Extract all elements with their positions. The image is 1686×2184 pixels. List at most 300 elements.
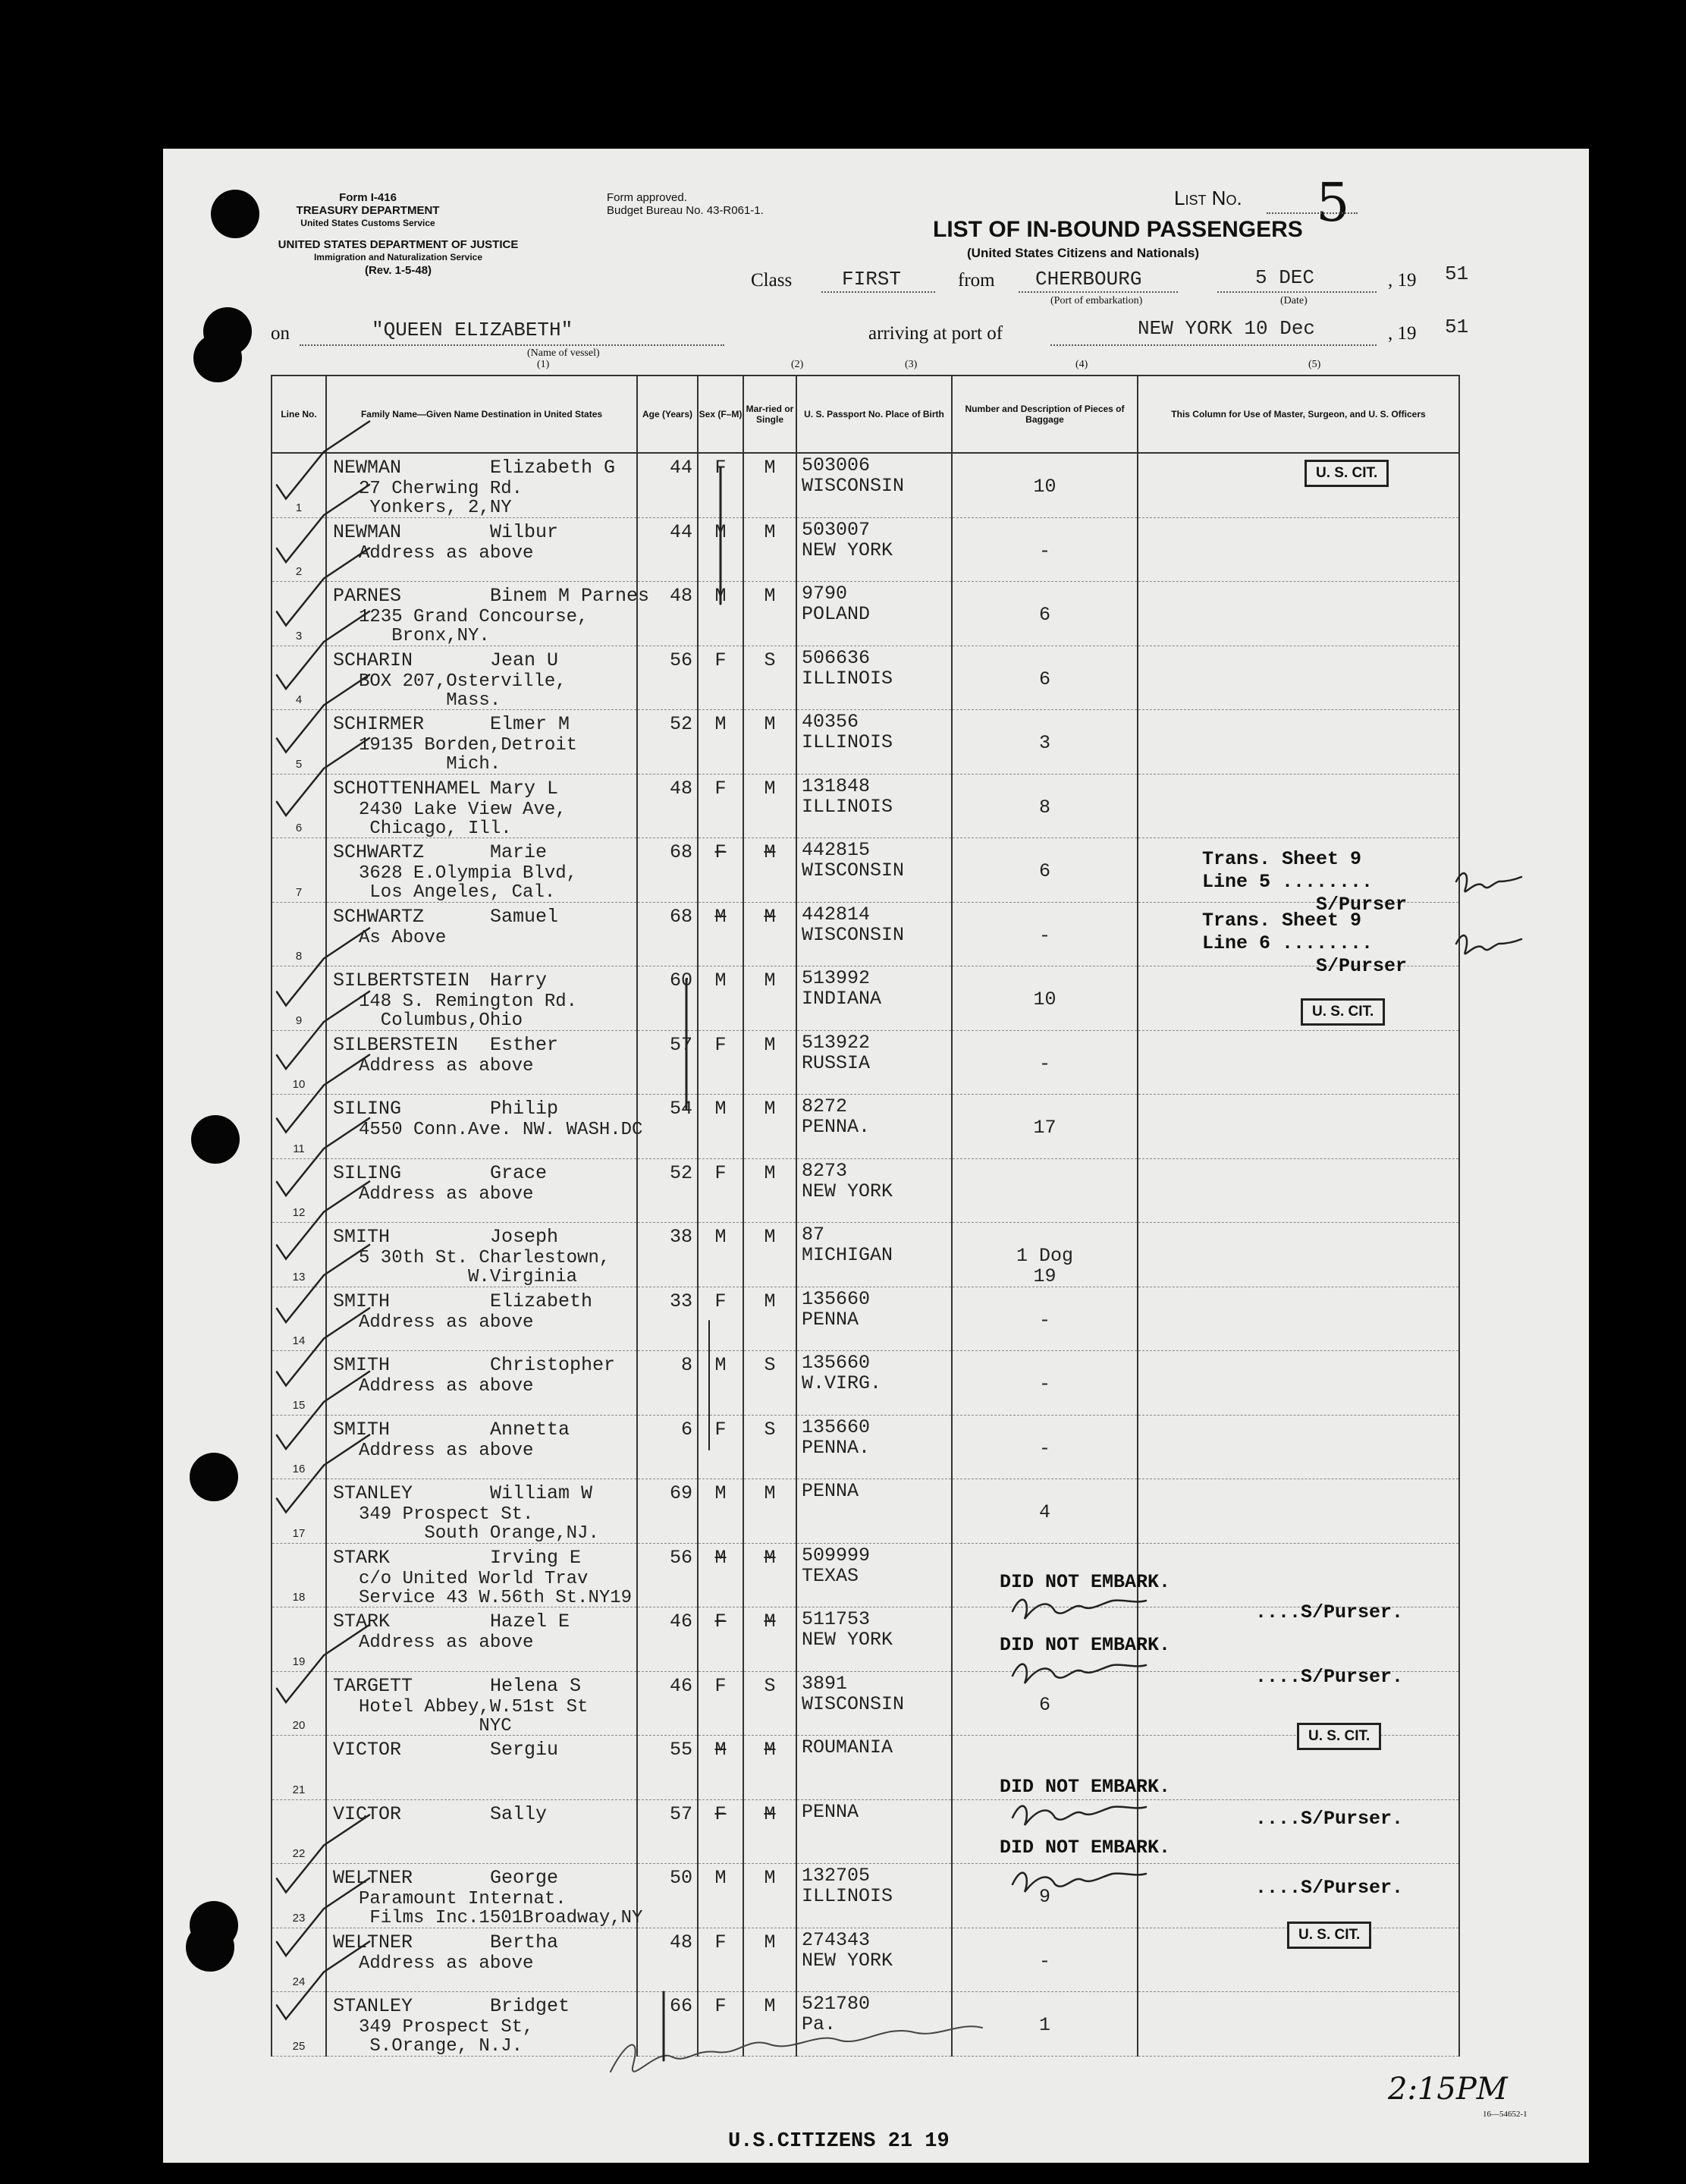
passport-number: 513922	[802, 1031, 871, 1054]
destination-address: c/o United World Trav Service 43 W.56th St.NY19	[359, 1568, 633, 1608]
line-number-cell	[272, 1223, 326, 1287]
passport-birth	[802, 904, 904, 945]
baggage-cell	[952, 1351, 1138, 1416]
form-approval	[607, 191, 774, 217]
given-name: Christopher	[490, 1354, 616, 1376]
table-row	[272, 774, 1459, 838]
table-row	[272, 1095, 1459, 1159]
line-number: 22	[292, 1847, 306, 1860]
line-number-cell	[272, 646, 326, 710]
line-number: 21	[292, 1783, 306, 1796]
baggage-cell	[952, 1479, 1138, 1544]
baggage-cell	[952, 517, 1138, 582]
officer-cell	[1138, 1415, 1459, 1479]
sex-cell	[698, 1223, 743, 1287]
table-row	[272, 1543, 1459, 1607]
line-number-cell	[272, 1671, 326, 1736]
table-row	[272, 1928, 1459, 1992]
age-cell	[637, 1479, 698, 1544]
binder-hole-1	[211, 190, 259, 238]
line-number-cell	[272, 774, 326, 838]
passport-cell	[796, 966, 952, 1031]
sex-cell	[698, 838, 743, 903]
family-name: SILING	[333, 1098, 402, 1120]
sex: M	[714, 585, 727, 607]
name-cell	[326, 1287, 637, 1351]
line-number-cell	[272, 1479, 326, 1544]
did-not-embark-19: DID NOT EMBARK.	[1000, 1634, 1171, 1656]
age-cell	[637, 582, 698, 646]
place-of-birth: ROUMANIA	[802, 1736, 893, 1758]
sex-cell	[698, 1864, 743, 1928]
line-number-cell	[272, 1799, 326, 1864]
year-prefix-1: , 19	[1388, 270, 1417, 291]
line-number-cell	[272, 1736, 326, 1800]
from-line	[1019, 291, 1178, 293]
family-name: TARGETT	[333, 1674, 413, 1697]
col-num-5: (5)	[1308, 359, 1321, 370]
place-of-birth: Pa.	[802, 2013, 837, 2035]
baggage-count: -	[1038, 1052, 1050, 1075]
baggage-count: 9	[1038, 1886, 1050, 1908]
age-cell	[637, 1351, 698, 1416]
line-number-cell	[272, 1287, 326, 1351]
form-heading	[277, 191, 459, 230]
col-header-married: Mar-ried or Single	[743, 376, 796, 453]
name-cell	[326, 1799, 637, 1864]
name-cell	[326, 1543, 637, 1607]
sex: M	[714, 969, 727, 991]
married-cell	[743, 1607, 796, 1672]
sex-cell	[698, 966, 743, 1031]
sex: M	[714, 1867, 727, 1889]
age: 57	[669, 1033, 692, 1056]
treasury-department: TREASURY DEPARTMENT	[296, 204, 440, 217]
sex-cell	[698, 1479, 743, 1544]
married-cell	[743, 582, 796, 646]
passport-birth	[802, 1609, 893, 1650]
destination-address: 19135 Borden,Detroit Mich.	[359, 735, 578, 775]
from-label: from	[958, 270, 995, 291]
sex-cell	[698, 774, 743, 838]
did-not-embark-21: DID NOT EMBARK.	[1000, 1776, 1171, 1798]
col-num-1: (1)	[537, 359, 550, 370]
vessel-line	[300, 344, 724, 346]
place-of-birth: INDIANA	[802, 988, 882, 1010]
date-caption: (Date)	[1280, 295, 1308, 306]
line-number-cell	[272, 1607, 326, 1672]
destination-address: Address as above	[359, 542, 534, 564]
passport-birth	[802, 1096, 870, 1137]
sex-cell	[698, 517, 743, 582]
passport-number: 131848	[802, 775, 871, 797]
given-name: Binem M Parnes	[490, 585, 650, 607]
sex: M	[714, 713, 727, 735]
line-number: 3	[295, 629, 303, 643]
sex-cell	[698, 646, 743, 710]
table-row	[272, 710, 1459, 775]
passport-number: 8273	[802, 1159, 848, 1182]
binder-hole-7	[186, 1923, 234, 1972]
passport-number: 521780	[802, 1993, 871, 2015]
family-name: SCHOTTENHAMEL	[333, 777, 482, 800]
line-number-cell	[272, 710, 326, 775]
sex: F	[714, 1995, 727, 2017]
name-cell	[326, 1479, 637, 1544]
age: 33	[669, 1290, 692, 1312]
place-of-birth: MICHIGAN	[802, 1244, 893, 1266]
baggage-cell	[952, 582, 1138, 646]
line-number: 18	[292, 1591, 306, 1604]
place-of-birth: PENNA	[802, 1800, 859, 1823]
sex: F	[714, 841, 727, 863]
name-cell	[326, 1030, 637, 1095]
baggage-cell	[952, 1864, 1138, 1928]
line-number-cell	[272, 1415, 326, 1479]
passport-number: 442815	[802, 839, 871, 861]
passport-birth	[802, 968, 881, 1009]
family-name: VICTOR	[333, 1802, 402, 1825]
officer-cell	[1138, 1095, 1459, 1159]
age-cell	[637, 966, 698, 1031]
married-cell	[743, 517, 796, 582]
sex-cell	[698, 1030, 743, 1095]
immigration-service: Immigration and Naturalization Service	[313, 252, 483, 262]
customs-service: United States Customs Service	[300, 218, 435, 228]
purser-18: ....S/Purser.	[1255, 1601, 1404, 1623]
binder-hole-5	[190, 1453, 238, 1501]
baggage-cell	[952, 1671, 1138, 1736]
place-of-birth: TEXAS	[802, 1564, 859, 1587]
destination-address: Address as above	[359, 1376, 534, 1397]
passport-cell	[796, 902, 952, 966]
given-name: Esther	[490, 1033, 559, 1056]
baggage-cell	[952, 902, 1138, 966]
sex: M	[714, 1226, 727, 1248]
place-of-birth: PENNA.	[802, 1436, 871, 1459]
passport-birth	[802, 1289, 870, 1330]
sex: F	[714, 1674, 727, 1697]
passport-birth	[802, 1802, 859, 1822]
line-number: 8	[295, 950, 303, 963]
passport-cell	[796, 1928, 952, 1992]
married-cell	[743, 902, 796, 966]
sex-cell	[698, 710, 743, 775]
baggage-cell	[952, 966, 1138, 1031]
passport-cell	[796, 517, 952, 582]
line-number-cell	[272, 838, 326, 903]
baggage-count: 1 Dog 19	[1016, 1245, 1073, 1287]
given-name: Annetta	[490, 1418, 570, 1441]
place-of-birth: W.VIRG.	[802, 1372, 882, 1394]
passport-birth	[802, 1930, 893, 1971]
baggage-cell	[952, 646, 1138, 710]
passport-number: 87	[802, 1224, 825, 1246]
age: 68	[669, 905, 692, 928]
name-cell	[326, 1607, 637, 1672]
baggage-count: -	[1038, 539, 1050, 562]
transfer-note-line-5: Trans. Sheet 9 Line 5 ........ S/Purser	[1202, 848, 1408, 916]
name-cell	[326, 646, 637, 710]
name-cell	[326, 582, 650, 646]
baggage-count: -	[1038, 1437, 1050, 1460]
age: 55	[669, 1739, 692, 1761]
marital-status: M	[764, 1931, 776, 1953]
marital-status: M	[764, 1290, 776, 1312]
marital-status: M	[764, 1867, 776, 1889]
given-name: Bertha	[490, 1931, 559, 1953]
line-number-cell	[272, 517, 326, 582]
marital-status: M	[764, 1482, 776, 1504]
sex-cell	[698, 1287, 743, 1351]
family-name: SILBERTSTEIN	[333, 969, 470, 991]
age-cell	[637, 1671, 698, 1736]
us-cit-stamp-4: U. S. CIT.	[1287, 1922, 1371, 1949]
place-of-birth: NEW YORK	[802, 1629, 893, 1651]
marital-status: S	[764, 1674, 776, 1697]
family-name: NEWMAN	[333, 457, 402, 479]
place-of-birth: ILLINOIS	[802, 667, 893, 690]
family-name: SILING	[333, 1161, 402, 1184]
marital-status: S	[764, 1418, 776, 1441]
passport-birth	[802, 1545, 870, 1586]
line-number-cell	[272, 582, 326, 646]
form-approved: Form approved.	[607, 191, 687, 204]
passport-cell	[796, 1158, 952, 1223]
signature-trans-2	[1456, 935, 1521, 954]
place-of-birth: ILLINOIS	[802, 1885, 893, 1907]
destination-address: Address as above	[359, 1440, 534, 1461]
married-cell	[743, 838, 796, 903]
place-of-birth: ILLINOIS	[802, 795, 893, 818]
form-subtitle: (United States Citizens and Nationals)	[967, 246, 1200, 260]
destination-address: 3628 E.Olympia Blvd, Los Angeles, Cal.	[359, 863, 578, 903]
line-number: 1	[295, 501, 303, 514]
family-name: VICTOR	[333, 1739, 402, 1761]
line-number: 17	[292, 1526, 306, 1540]
place-of-birth: PENNA	[802, 1480, 859, 1502]
list-number: 5	[1316, 171, 1350, 234]
destination-address: BOX 207,Osterville, Mass.	[359, 671, 567, 711]
passport-cell	[796, 582, 952, 646]
age-cell	[637, 1415, 698, 1479]
age: 57	[669, 1802, 692, 1825]
baggage-count: -	[1038, 924, 1050, 947]
age: 69	[669, 1482, 692, 1504]
baggage-count: 6	[1038, 1693, 1050, 1716]
place-of-birth: NEW YORK	[802, 539, 893, 561]
place-of-birth: POLAND	[802, 603, 871, 625]
sex-cell	[698, 453, 743, 517]
baggage-cell	[952, 1095, 1138, 1159]
sex-cell	[698, 1736, 743, 1800]
sex-cell	[698, 1799, 743, 1864]
port-caption: (Port of embarkation)	[1050, 295, 1143, 306]
given-name: Elmer M	[490, 713, 570, 735]
given-name: Grace	[490, 1161, 548, 1184]
passport-birth	[802, 1224, 893, 1265]
destination-address: Address as above	[359, 1312, 534, 1333]
col-num-3: (3)	[905, 359, 918, 370]
officer-cell	[1138, 1992, 1459, 2057]
line-number-cell	[272, 966, 326, 1031]
line-number: 11	[293, 1142, 305, 1155]
family-name: SCHARIN	[333, 649, 413, 671]
baggage-count: 6	[1038, 668, 1050, 690]
age-cell	[637, 1543, 698, 1607]
sex: F	[714, 1418, 727, 1441]
sex-cell	[698, 1928, 743, 1992]
officer-cell	[1138, 1287, 1459, 1351]
sex: F	[714, 1931, 727, 1953]
married-cell	[743, 1223, 796, 1287]
married-cell	[743, 1415, 796, 1479]
married-cell	[743, 774, 796, 838]
passport-cell	[796, 1799, 952, 1864]
family-name: STARK	[333, 1546, 391, 1569]
officer-cell	[1138, 1351, 1459, 1416]
binder-hole-4	[191, 1115, 240, 1164]
manifest-page	[163, 149, 1589, 2163]
given-name: Sally	[490, 1802, 548, 1825]
us-cit-stamp-3: U. S. CIT.	[1297, 1723, 1381, 1750]
name-cell	[326, 838, 637, 903]
line-number-cell	[272, 1928, 326, 1992]
col-header-age: Age (Years)	[637, 376, 698, 453]
family-name: SILBERSTEIN	[333, 1033, 459, 1056]
destination-address: Hotel Abbey,W.51st St NYC	[359, 1696, 589, 1736]
family-name: SMITH	[333, 1290, 391, 1312]
age-cell	[637, 517, 698, 582]
family-name: STANLEY	[333, 1482, 413, 1504]
passport-number: 9790	[802, 583, 848, 605]
married-cell	[743, 1351, 796, 1416]
baggage-count: 10	[1033, 988, 1056, 1010]
age: 38	[669, 1226, 692, 1248]
age: 66	[669, 1995, 692, 2017]
family-name: STANLEY	[333, 1995, 413, 2017]
sex: F	[714, 1033, 727, 1056]
marital-status: M	[764, 1098, 776, 1120]
name-cell	[326, 1415, 637, 1479]
budget-bureau: Budget Bureau No. 43-R061-1.	[607, 204, 764, 217]
sex-cell	[698, 1415, 743, 1479]
marital-status: M	[764, 1226, 776, 1248]
passport-birth	[802, 712, 893, 753]
place-of-birth: WISCONSIN	[802, 923, 905, 946]
baggage-cell	[952, 1287, 1138, 1351]
baggage-cell	[952, 453, 1138, 517]
age: 60	[669, 969, 692, 991]
marital-status: M	[764, 520, 776, 543]
passport-cell	[796, 1671, 952, 1736]
arriving-label: arriving at port of	[868, 323, 1003, 344]
col-header-name: Family Name—Given Name Destination in United States	[326, 376, 637, 453]
married-cell	[743, 1928, 796, 1992]
married-cell	[743, 1287, 796, 1351]
baggage-count: 17	[1033, 1117, 1056, 1139]
line-number: 24	[292, 1975, 306, 1988]
class-value: FIRST	[842, 268, 902, 291]
officer-cell	[1138, 774, 1459, 838]
line-number: 7	[295, 885, 303, 899]
line-number: 12	[292, 1206, 306, 1219]
table-row	[272, 1287, 1459, 1351]
married-cell	[743, 1158, 796, 1223]
baggage-cell	[952, 1030, 1138, 1095]
destination-address: Paramount Internat. Films Inc.1501Broadway,NY	[359, 1889, 643, 1928]
line-number: 14	[292, 1334, 306, 1347]
marital-status: M	[764, 1611, 776, 1633]
marital-status: M	[764, 1161, 776, 1184]
sex: F	[714, 649, 727, 671]
passport-number: 274343	[802, 1928, 871, 1951]
line-number-cell	[272, 453, 326, 517]
passport-birth	[802, 1032, 870, 1073]
age-cell	[637, 453, 698, 517]
passport-birth	[802, 520, 893, 561]
passport-number: 135660	[802, 1287, 871, 1310]
passport-cell	[796, 1095, 952, 1159]
passport-birth	[802, 1673, 904, 1714]
transfer-note-line-6: Trans. Sheet 9 Line 6 ........ S/Purser	[1202, 910, 1408, 977]
purser-22: ....S/Purser.	[1255, 1877, 1404, 1899]
baggage-cell	[952, 1415, 1138, 1479]
married-cell	[743, 1030, 796, 1095]
place-of-birth: PENNA.	[802, 1116, 871, 1138]
married-cell	[743, 1095, 796, 1159]
name-cell	[326, 1095, 643, 1159]
baggage-count: -	[1038, 1309, 1050, 1331]
form-code: 16—54652-1	[1483, 2110, 1527, 2119]
line-number: 5	[295, 757, 303, 771]
sex: M	[714, 905, 727, 928]
passport-birth	[802, 1737, 893, 1758]
sex-cell	[698, 1671, 743, 1736]
baggage-cell	[952, 1158, 1138, 1223]
marital-status: M	[764, 777, 776, 800]
sex: M	[714, 1739, 727, 1761]
place-of-birth: NEW YORK	[802, 1949, 893, 1972]
passport-cell	[796, 1607, 952, 1672]
line-number-cell	[272, 1095, 326, 1159]
family-name: SMITH	[333, 1354, 391, 1376]
family-name: PARNES	[333, 585, 402, 607]
passport-birth	[802, 1161, 893, 1202]
line-number-cell	[272, 902, 326, 966]
age-cell	[637, 1607, 698, 1672]
us-cit-stamp-1: U. S. CIT.	[1305, 460, 1389, 487]
married-cell	[743, 1671, 796, 1736]
table-row	[272, 1158, 1459, 1223]
passport-cell	[796, 1415, 952, 1479]
officer-cell	[1138, 710, 1459, 775]
col-header-officers: This Column for Use of Master, Surgeon, and U. S. Officers	[1138, 376, 1459, 453]
sex: F	[714, 1290, 727, 1312]
given-name: Elizabeth G	[490, 457, 616, 479]
married-cell	[743, 1479, 796, 1544]
destination-address: Address as above	[359, 1953, 534, 1974]
line-number: 19	[292, 1654, 306, 1668]
given-name: Wilbur	[490, 520, 559, 543]
passport-cell	[796, 453, 952, 517]
married-cell	[743, 966, 796, 1031]
age-cell	[637, 838, 698, 903]
arrival-line	[1050, 344, 1377, 346]
family-name: SMITH	[333, 1226, 391, 1248]
arrival-year: 51	[1445, 316, 1469, 338]
marital-status: M	[764, 1739, 776, 1761]
